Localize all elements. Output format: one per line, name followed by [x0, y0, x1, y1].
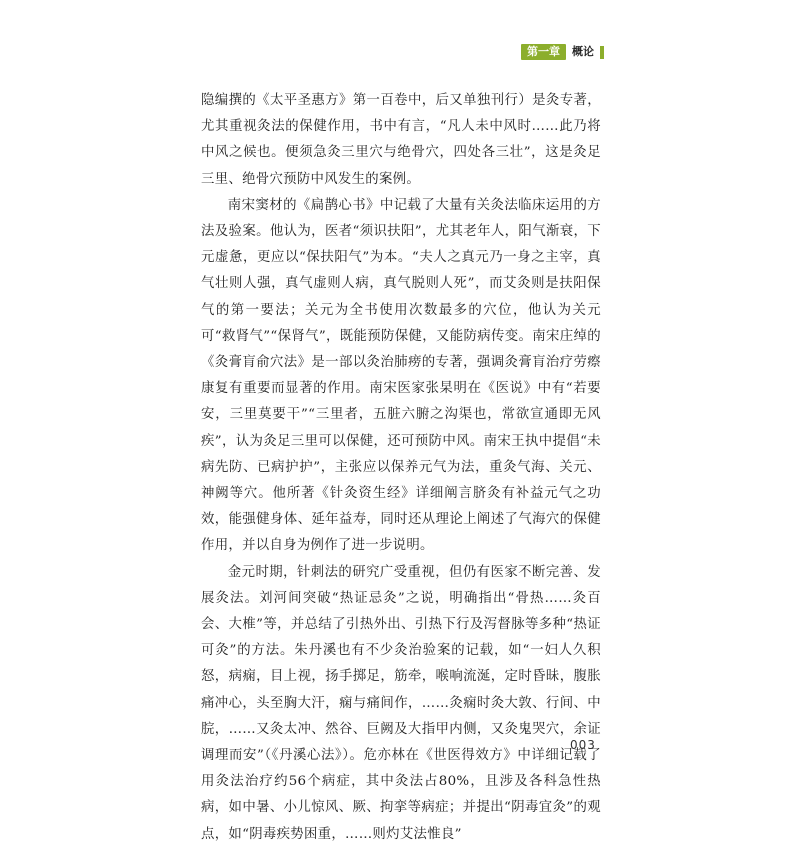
chapter-label: 第一章	[521, 44, 566, 60]
running-header	[521, 44, 604, 60]
body-text	[201, 88, 601, 848]
section-label: 概论	[572, 45, 594, 58]
paragraph-jin-yuan: 金元时期，针刺法的研究广受重视，但仍有医家不断完善、发展灸法。刘河间突破“热证忌灸”之说，明确指出“骨热……灸百会、大椎”等，并总结了引热外出、引热下行及泻督脉等多种“热证可灸”的方法。朱丹溪也有不少灸治验案的记载，如“一妇人久积怒，病痫，目上视，扬手掷足，筋牵，喉响流涎，定时昏昧，腹胀痛冲心，头至胸大汗，痫与痛间作，……灸痫时灸大敦、行间、中脘，……又灸太冲、然谷、巨阙及大指甲内侧，又灸鬼哭穴，余证调理而安”（《丹溪心法》）。危亦林在《世医得效方》中详细记载了用灸法治疗约56个病症，其中灸法占80%，且涉及各科急性热病，如中暑、小儿惊风、厥、拘挛等病症；并提出“阴毒宜灸”的观点，如“阴毒疾势困重，……则灼艾法惟良”	[201, 564, 601, 842]
paragraph-continued: 隐编撰的《太平圣惠方》第一百卷中，后又单独刊行）是灸专著，尤其重视灸法的保健作用，书中有言，“凡人未中风时……此乃将中风之候也。便须急灸三里穴与绝骨穴，四处各三壮”，这是灸足三里、绝骨穴预防中风发生的案例。	[201, 93, 601, 187]
page-number: 003	[570, 738, 596, 752]
header-accent-bar	[600, 46, 604, 59]
paragraph-southern-song: 南宋窦材的《扁鹊心书》中记载了大量有关灸法临床运用的方法及验案。他认为，医者“须识扶阳”，尤其老年人，阳气渐衰，下元虚惫，更应以“保扶阳气”为本。“夫人之真元乃一身之主宰，真气壮则人强，真气虚则人病，真气脱则人死”，而艾灸则是扶阳保气的第一要法；关元为全书使用次数最多的穴位，他认为关元可“救肾气”“保肾气”，既能预防保健，又能防病传变。南宋庄绰的《灸膏肓俞穴法》是一部以灸治肺痨的专著，强调灸膏肓治疗劳瘵康复有重要而显著的作用。南宋医家张杲明在《医说》中有“若要安，三里莫要干”“三里者，五脏六腑之沟渠也，常欲宣通即无风疾”，认为灸足三里可以保健，还可预防中风。南宋王执中提倡“未病先防、已病护护”，主张应以保养元气为法，重灸气海、关元、神阙等穴。他所著《针灸资生经》详细阐言脐灸有补益元气之功效，能强健身体、延年益寿，同时还从理论上阐述了气海穴的保健作用，并以自身为例作了进一步说明。	[201, 197, 601, 554]
